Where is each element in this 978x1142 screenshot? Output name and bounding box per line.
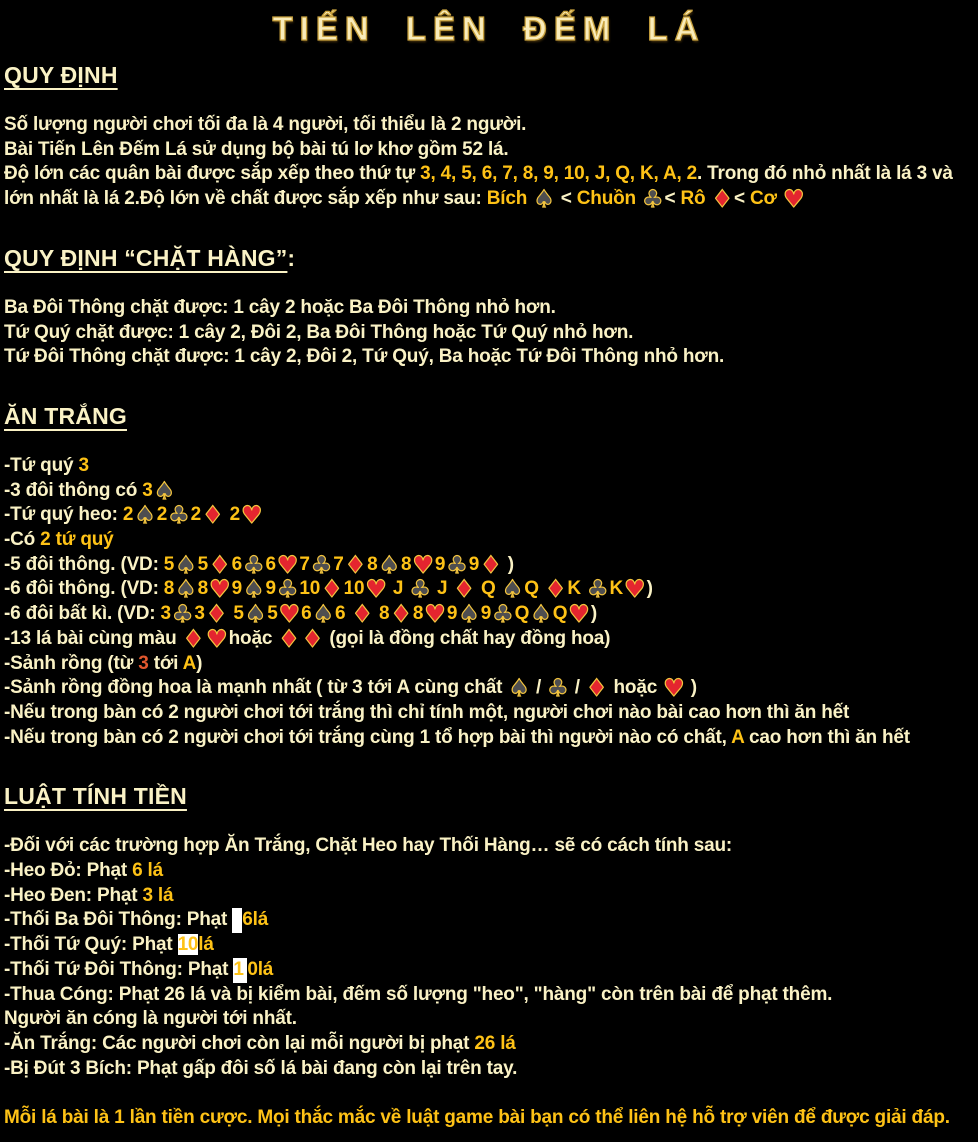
section-body [4,113,974,212]
text-segment: Tứ Quý chặt được: 1 cây 2, Đôi 2, Ba Đôi Thông hoặc Tứ Quý nhỏ hơn. [4,321,634,343]
text-segment: Số lượng người chơi tối đa là 4 người, tối thiểu là 2 người. [4,114,527,135]
text-line [4,454,974,479]
text-segment [232,908,242,933]
club-icon: ♣ [642,185,664,214]
text-segment: hoặc [608,677,663,699]
spade-icon: ♠ [244,600,267,629]
club-icon: ♣ [168,501,190,530]
text-segment: 7 [299,553,310,575]
text-line [4,676,974,701]
text-segment: 6 [265,553,276,575]
text-segment: Độ lớn các quân bài được sắp xếp theo thứ tự [4,163,421,185]
text-line [4,162,974,214]
section-body [4,834,974,1130]
text-segment: -Thua Cóng: Phạt 26 lá và bị kiểm bài, đếm số lượng "heo", "hàng" còn trên bài để phạt thêm. [4,983,833,1005]
text-segment: < [664,188,681,210]
diamond-icon: ♦ [480,550,502,579]
diamond-icon: ♦ [301,624,324,653]
text-segment: 5 [163,553,175,575]
text-segment: 6 [301,603,312,625]
club-icon: ♣ [310,550,333,579]
spade-icon: ♠ [312,600,334,629]
text-segment: Chuồn [576,188,642,210]
text-segment: 8 [373,603,390,625]
text-segment: hoặc [228,627,278,649]
text-segment: 3 [138,652,149,674]
text-segment: 3 [194,603,205,625]
spade-icon: ♠ [530,600,552,629]
text-segment: 9 [480,603,492,625]
heart-icon: ♥ [663,674,685,703]
diamond-icon: ♦ [453,575,475,604]
text-segment: A [731,726,744,748]
text-segment: 2 [122,504,134,526]
text-segment: 3 [78,454,89,476]
heart-icon: ♥ [782,185,805,214]
text-segment: < [555,188,577,210]
text-segment: 9 [231,578,242,600]
text-line [4,933,974,958]
text-segment: -Có [4,529,41,551]
spade-icon: ♠ [175,575,197,604]
text-segment: 2 [190,504,201,526]
text-segment: 2 [224,504,240,526]
text-segment: -Sảnh rồng đồng hoa là mạnh nhất ( từ 3 tới A cùng chất [4,677,508,699]
text-line [4,296,974,321]
text-line [4,908,974,933]
text-segment: 10 [299,578,321,600]
text-segment: Người ăn cóng là người tới nhất. [4,1008,297,1030]
diamond-icon: ♦ [351,600,373,629]
section-heading [4,403,974,429]
text-segment: Bích [486,188,533,210]
club-icon: ♣ [276,575,299,604]
text-line [4,321,974,346]
text-segment: -Heo Đỏ: Phạt [4,860,133,882]
text-segment: 6 [334,603,351,625]
text-segment: 5 [228,603,244,625]
diamond-icon: ♦ [544,575,567,604]
heart-icon: ♥ [424,600,446,629]
text-line [4,1007,974,1032]
text-line [4,602,974,627]
text-line [4,503,974,528]
text-segment: 10 [177,934,199,956]
text-segment: -Sảnh rồng (từ [4,652,139,674]
text-line [4,345,974,370]
text-segment: Ba Đôi Thông chặt được: 1 cây 2 hoặc Ba Đôi Thông nhỏ hơn. [4,296,556,318]
text-line [4,859,974,884]
text-segment: A [182,652,197,674]
heading-text: ĂN TRẮNG [4,402,127,429]
text-segment: -Thối Tứ Quý: Phạt [4,934,178,956]
text-segment: -Nếu trong bàn có 2 người chơi tới trắng thì chỉ tính một, người chơi nào bài cao hơn thì ăn hết [4,701,850,723]
text-segment: K [567,578,586,600]
text-line [4,834,974,859]
text-segment: 3 lá [142,884,174,906]
text-segment: -3 đôi thông có [4,479,143,501]
text-segment: 8 [367,553,378,575]
text-segment: -6 đôi thông. (VD: [4,578,164,600]
spade-icon: ♠ [153,476,176,505]
text-line [4,701,974,726]
club-icon: ♣ [242,550,265,579]
section-luat-tinh-tien [4,783,974,1130]
text-segment: lá [198,934,214,956]
text-segment: < [734,188,751,210]
text-segment: -Tứ quý [4,454,79,476]
text-segment: Mỗi lá bài là 1 lần tiền cược. Mọi thắc mắc về luật game bài bạn có thể liên hệ hỗ trợ viên để được giải đáp. [4,1107,950,1129]
text-segment: J [431,578,453,600]
spade-icon: ♠ [134,501,156,530]
heart-icon: ♥ [568,600,590,629]
text-segment: ) [590,603,597,625]
text-segment: 2 tứ quý [40,529,114,551]
text-segment: 7 [333,553,344,575]
heading-suffix: : [287,244,296,271]
text-line [4,113,974,138]
text-segment: K [609,578,624,600]
text-segment: 2 [156,504,168,526]
club-icon: ♣ [587,575,609,604]
text-line [4,528,974,553]
spade-icon: ♠ [378,550,401,579]
diamond-icon: ♦ [182,624,205,653]
section-heading [4,783,974,809]
diamond-icon: ♦ [390,600,412,629]
text-segment: 0lá [247,958,274,980]
text-segment: -Tứ quý heo: [4,504,123,526]
text-line [4,550,974,579]
text-segment: J [387,578,409,600]
text-segment: 8 [401,553,412,575]
text-line [4,652,974,677]
text-segment: Bài Tiến Lên Đếm Lá sử dụng bộ bài tú lơ khơ gồm 52 lá. [4,138,509,160]
heading-text: QUY ĐỊNH [4,62,118,88]
text-line [4,958,974,983]
heading-text: QUY ĐỊNH “CHẶT HÀNG” [4,244,288,271]
text-segment: -Nếu trong bàn có 2 người chơi tới trắng cùng 1 tổ hợp bài thì người nào có chất, [4,726,732,748]
text-segment: -Thối Ba Đôi Thông: Phạt [4,909,233,931]
text-segment: 9 [434,553,446,575]
text-segment: -Heo Đen: Phạt [4,884,143,906]
section-heading [4,62,974,88]
text-segment: -Đối với các trường hợp Ăn Trắng, Chặt Heo hay Thối Hàng… sẽ có cách tính sau: [4,835,733,857]
text-segment: / [569,677,585,699]
text-line [4,577,974,602]
diamond-icon: ♦ [209,550,231,579]
text-segment: cao hơn thì ăn hết [743,726,910,748]
text-segment: 6 [231,553,242,575]
text-segment: Rô [680,188,711,210]
text-segment: Q [552,603,568,625]
spade-icon: ♠ [242,575,265,604]
text-segment: ) [685,677,697,699]
section-quy-dinh [4,62,974,212]
text-segment: ) [196,652,203,674]
spade-icon: ♠ [175,550,197,579]
text-segment: 10 [343,578,365,600]
text-segment: 3 [142,479,153,501]
text-segment: 9 [468,553,480,575]
text-segment: Q [475,578,501,600]
club-icon: ♣ [492,600,514,629]
section-body [4,296,974,370]
heart-icon: ♥ [209,575,231,604]
spade-icon: ♠ [508,674,530,703]
heart-icon: ♥ [276,550,299,579]
text-line [4,1081,974,1106]
text-segment: Q [524,578,544,600]
text-segment: Cơ [750,188,782,210]
text-segment: Q [514,603,530,625]
text-line [4,624,974,653]
section-body [4,454,974,750]
text-segment: . Trong đó nhỏ nhất là lá 3 và lớn nhất là lá 2.Độ lớn về chất được sắp xếp như sau: [4,163,953,210]
text-segment: -Thối Tứ Đôi Thông: Phạt [4,958,234,980]
club-icon: ♣ [547,674,569,703]
diamond-icon: ♦ [278,624,300,653]
diamond-icon: ♦ [344,550,367,579]
text-line [4,476,974,505]
diamond-icon: ♦ [201,501,224,530]
heart-icon: ♥ [365,575,387,604]
text-segment: 5 [267,603,278,625]
text-segment: -Bị Đút 3 Bích: Phạt gấp đôi số lá bài đang còn lại trên tay. [4,1057,518,1079]
text-segment: ) [646,578,653,600]
text-segment: 3, 4, 5, 6, 7, 8, 9, 10, J, Q, K, A, 2 [420,163,697,185]
diamond-icon: ♦ [205,600,228,629]
spade-icon: ♠ [501,575,524,604]
diamond-icon: ♦ [585,674,608,703]
heart-icon: ♥ [412,550,434,579]
heart-icon: ♥ [278,600,301,629]
text-segment: -13 lá bài cùng màu [4,627,182,649]
text-segment: -Ăn Trắng: Các người chơi còn lại mỗi người bị phạt [4,1032,475,1054]
text-segment: Tứ Đôi Thông chặt được: 1 cây 2, Đôi 2, Tứ Quý, Ba hoặc Tứ Đôi Thông nhỏ hơn. [4,346,725,368]
text-line [4,1106,974,1131]
page-title: TIẾN LÊN ĐẾM LÁ [272,10,706,47]
text-line [4,726,974,751]
section-heading [4,245,974,271]
text-line [4,884,974,909]
heart-icon: ♥ [206,624,228,653]
text-line [4,1032,974,1057]
text-segment: ) [502,553,514,575]
text-segment: -6 đôi bất kì. (VD: [4,603,161,625]
text-segment: 9 [265,578,276,600]
text-segment: 6 lá [132,860,163,882]
text-segment: 8 [412,603,424,625]
section-chat-hang [4,245,974,370]
text-segment: 6lá [242,909,269,931]
club-icon: ♣ [409,575,431,604]
text-segment: 1 [233,958,247,983]
diamond-icon: ♦ [711,185,734,214]
text-segment: tới [148,652,183,674]
text-line [4,138,974,163]
text-segment: 8 [197,578,209,600]
text-segment: 9 [446,603,458,625]
spade-icon: ♠ [533,185,555,214]
text-segment: / [530,677,547,699]
heart-icon: ♥ [240,501,263,530]
text-segment: 3 [160,603,171,625]
diamond-icon: ♦ [321,575,343,604]
heart-icon: ♥ [624,575,646,604]
text-segment: 26 lá [474,1032,516,1054]
spade-icon: ♠ [458,600,480,629]
club-icon: ♣ [446,550,468,579]
text-line [4,983,974,1008]
heading-text: LUẬT TÍNH TIỀN [4,783,187,810]
text-line [4,1057,974,1082]
text-segment: -5 đôi thông. (VD: [4,553,164,575]
text-segment: 8 [163,578,175,600]
text-segment: 5 [197,553,209,575]
text-segment: (gọi là đồng chất hay đồng hoa) [324,627,611,649]
club-icon: ♣ [171,600,194,629]
section-an-trang [4,403,974,750]
